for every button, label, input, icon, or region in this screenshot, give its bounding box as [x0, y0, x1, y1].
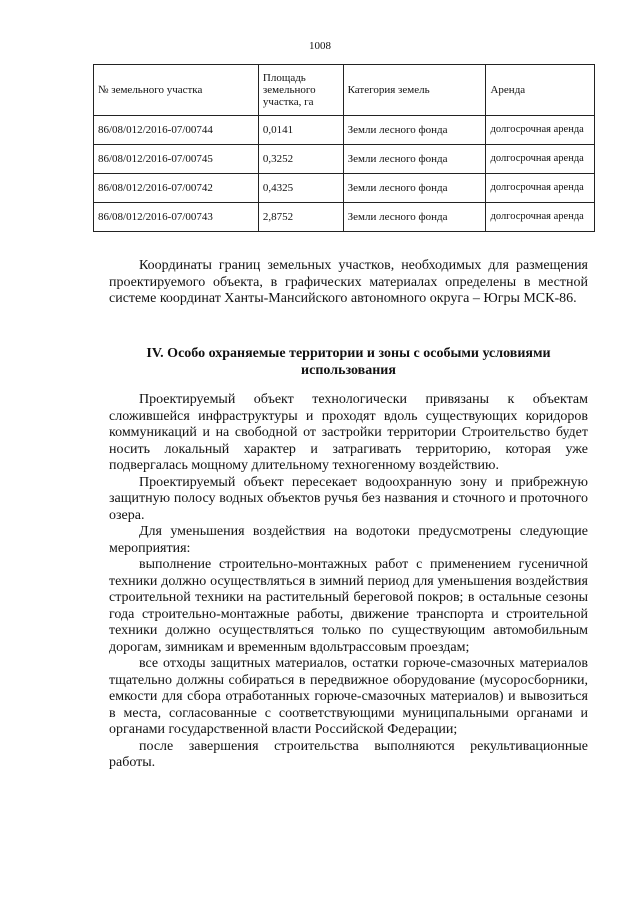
- table-row: [94, 203, 595, 232]
- table-row: [94, 174, 595, 203]
- coordinates-paragraph: Координаты границ земельных участков, необходимых для размещения проектируемого объекта, в графических материалах определены в местной системе координат Ханты-Мансийского автономного округа – Югры МСК-86.: [109, 258, 588, 306]
- cell-land-category: Земли лесного фонда: [343, 145, 486, 174]
- header-area: Площадь земельного участка, га: [258, 65, 343, 116]
- cell-plot-number: 86/08/012/2016-07/00744: [94, 116, 259, 145]
- cell-plot-number: 86/08/012/2016-07/00742: [94, 174, 259, 203]
- header-lease: Аренда: [486, 65, 595, 116]
- cell-lease: долгосрочная аренда: [486, 174, 595, 203]
- cell-land-category: Земли лесного фонда: [343, 116, 486, 145]
- cell-lease: долгосрочная аренда: [486, 116, 595, 145]
- land-plots-table: [93, 64, 595, 232]
- cell-land-category: Земли лесного фонда: [343, 203, 486, 232]
- cell-lease: долгосрочная аренда: [486, 203, 595, 232]
- coordinates-section: [109, 258, 588, 308]
- main-text: [109, 392, 588, 772]
- cell-area: 0,3252: [258, 145, 343, 174]
- paragraph: Проектируемый объект пересекает водоохранную зону и прибрежную защитную полосу водных объектов ручья без названия и сточного и проточного озера.: [109, 474, 588, 523]
- paragraph: Проектируемый объект технологически привязаны к объектам сложившейся инфраструктуры и проходят вдоль существующих коридоров коммуникаций и на свободной от застройки территории Строительство будет носить локальный характер и затрагивать территорию, которая уже подвергалась мощному длительному техногенному воздействию.: [109, 392, 588, 473]
- cell-plot-number: 86/08/012/2016-07/00743: [94, 203, 259, 232]
- cell-area: 0,0141: [258, 116, 343, 145]
- paragraph: выполнение строительно-монтажных работ с применением гусеничной техники должно осуществляться в зимний период для уменьшения воздействия строительной техники на растительный береговой покров; в остальные сезоны года строительно-монтажные работы, движение транспорта и строительной техники должно осуществляться только по существующим автомобильным дорогам, зимникам и временным вдольтрассовым проездам;: [109, 557, 588, 655]
- table-row: [94, 145, 595, 174]
- section-title: IV. Особо охраняемые территории и зоны с особыми условиями использования: [146, 346, 551, 378]
- cell-land-category: Земли лесного фонда: [343, 174, 486, 203]
- page-number: 1008: [309, 40, 331, 52]
- cell-area: 2,8752: [258, 203, 343, 232]
- cell-plot-number: 86/08/012/2016-07/00745: [94, 145, 259, 174]
- paragraph: после завершения строительства выполняются рекультивационные работы.: [109, 738, 588, 770]
- table-header-row: [94, 65, 595, 116]
- paragraph: Для уменьшения воздействия на водотоки предусмотрены следующие мероприятия:: [109, 524, 588, 556]
- cell-area: 0,4325: [258, 174, 343, 203]
- header-plot-number: № земельного участка: [94, 65, 259, 116]
- paragraph: все отходы защитных материалов, остатки горюче-смазочных материалов тщательно должны собираться в передвижное оборудование (мусоросборники, емкости для сбора отработанных горюче-смазочных материалов) и вывозиться в места, согласованные с соответствующими муниципальными органами и органами государственной власти Российской Федерации;: [109, 656, 588, 737]
- table-row: [94, 116, 595, 145]
- cell-lease: долгосрочная аренда: [486, 145, 595, 174]
- header-land-category: Категория земель: [343, 65, 486, 116]
